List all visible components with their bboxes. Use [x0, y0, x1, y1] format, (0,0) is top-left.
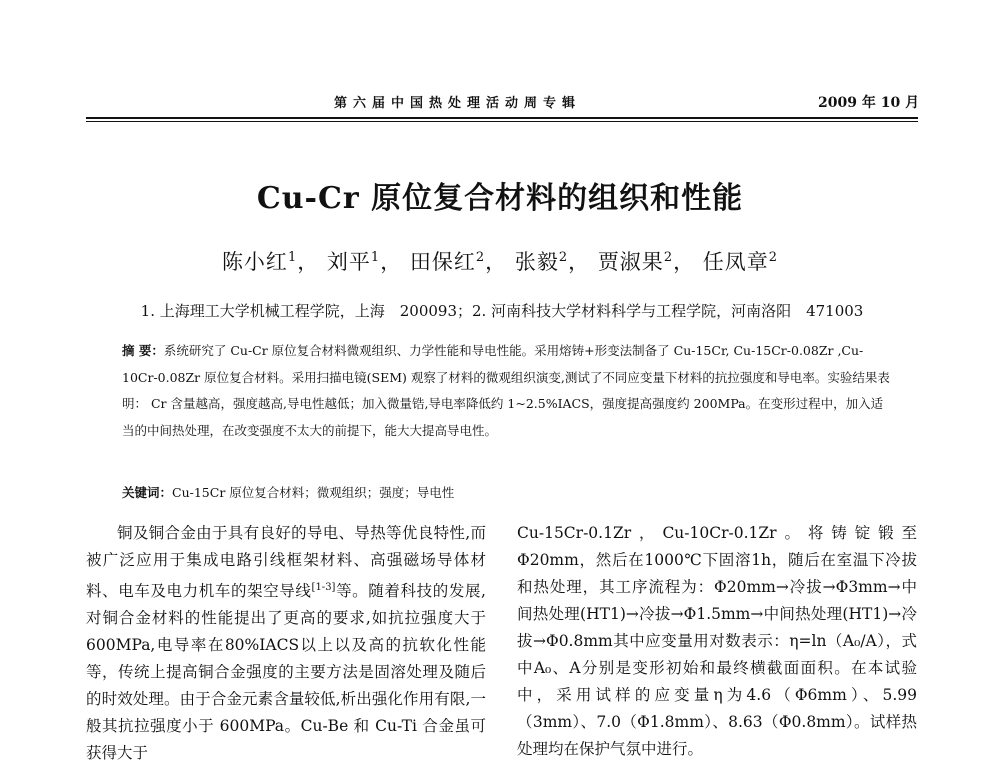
author-list: 陈小红$^1$， 刘平$^1$， 田保红$^2$， 张毅$^2$， 贾淑果$^2$， 任凤章$^2$	[221, 250, 779, 274]
keywords	[122, 482, 890, 504]
affiliations: 1. 上海理工大学机械工程学院，上海 200093；2. 河南科技大学材料科学与工程学院，河南洛阳 471003	[140, 302, 864, 320]
author: 田保红$^2$	[409, 250, 486, 274]
header-rule-thick	[86, 117, 918, 119]
author: 贾淑果$^2$	[597, 250, 674, 274]
author: 刘平$^1$	[326, 250, 381, 274]
abstract-text: 系统研究了 Cu-Cr 原位复合材料微观组织、力学性能和导电性能。采用熔铸+形变法制备了 Cu-15Cr, Cu-15Cr-0.08Zr ,Cu-10Cr-0.08Zr 原位复合材料。采用扫描电镜(SEM) 观察了材料的微观组织演变,测试了不同应变量下材料的抗拉强度和导电率。实验结果表明： Cr 含量越高，强度越高,导电性越低；加入微量锆,导电率降低约 1~2.5%IACS，强度提高强度约 200MPa。在变形过程中，加入适当的中间热处理，在改变强度不太大的前提下，能大大提高导电性。	[122, 343, 890, 438]
journal-name: 第六届中国热处理活动周专辑	[334, 96, 582, 111]
keywords-text: Cu-15Cr 原位复合材料；微观组织；强度；导电性	[172, 485, 455, 500]
abstract	[122, 338, 890, 444]
abstract-label: 摘 要：	[122, 343, 164, 358]
author: 张毅$^2$	[514, 250, 569, 274]
body-column-right: Cu-15Cr-0.1Zr，Cu-10Cr-0.1Zr。将铸锭锻至Φ20mm，然后在1000℃下固溶1h，随后在室温下冷拔和热处理，其工序流程为：Φ20mm→冷拔→Φ3mm→中间热处理(HT1)→冷拔→Φ1.5mm→中间热处理(HT1)→冷拔→Φ0.8mm其中应变量用对数表示：η=ln（A₀/A），式中A₀、A分别是变形初始和最终横截面面积。在本试验中，采用试样的应变量η为4.6（Φ6mm）、5.99（3mm）、7.0（Φ1.8mm）、8.63（Φ0.8mm）。试样热处理均在保护气氛中进行。	[517, 524, 917, 758]
citation: [1-3]	[311, 582, 336, 593]
header-rule-thin	[86, 121, 918, 122]
author: 任凤章$^2$	[702, 250, 779, 274]
keywords-label: 关键词：	[122, 485, 173, 500]
paper-title: Cu-Cr 原位复合材料的组织和性能	[256, 181, 744, 216]
issue-date: 2009 年 10 月	[818, 95, 920, 111]
body-column-left: 铜及铜合金由于具有良好的导电、导热等优良特性,而被广泛应用于集成电路引线框架材料、高强磁场导体材料、电车及电力机车的架空导线[1-3]等。随着科技的发展,对铜合金材料的性能提出了更高的要求,如抗拉强度大于600MPa,电导率在80%IACS以上以及高的抗软化性能等，传统上提高铜合金强度的主要方法是固溶处理及随后的时效处理。由于合金元素含量较低,析出强化作用有限,一般其抗拉强度小于 600MPa。Cu-Be 和 Cu-Ti 合金虽可获得大于	[86, 524, 486, 763]
author: 陈小红$^1$	[221, 250, 298, 274]
